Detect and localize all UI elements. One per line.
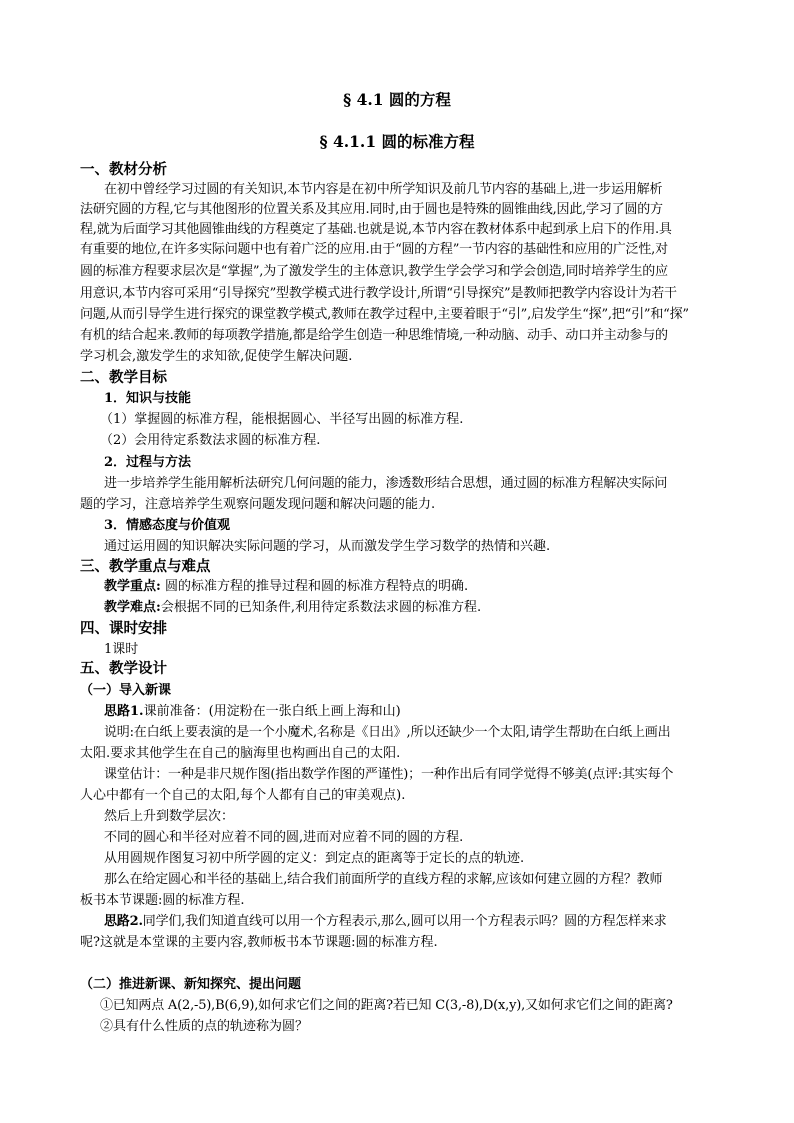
paragraph-line: 说明:在白纸上要表演的是一个小魔术,名称是《日出》,所以还缺少一个太阳,请学生帮助在白纸上画出: [104, 725, 671, 740]
paragraph-line: 然后上升到数学层次：: [104, 809, 235, 824]
paragraph-line: 有机的结合起来.教师的每项教学措施,都是给学生创造一种思维情境,一种动脑、动手、动口并主动参与的: [80, 328, 668, 343]
idea1-label: 思路1.: [104, 704, 144, 719]
subheading-knowledge: 1．知识与技能: [104, 391, 192, 406]
paragraph-line: 人心中都有一个自己的太阳,每个人都有自己的审美观点).: [80, 788, 406, 803]
paragraph-line: （1）掌握圆的标准方程，能根据圆心、半径写出圆的标准方程.: [100, 412, 464, 427]
key-point-text: 圆的标准方程的推导过程和圆的标准方程特点的明确.: [160, 579, 469, 594]
paragraph-line: 那么在给定圆心和半径的基础上,结合我们前面所学的直线方程的求解,应该如何建立圆的方程？教师: [104, 872, 663, 887]
paragraph-line: 程,就为后面学习其他圆锥曲线的方程奠定了基础.也就是说,本节内容在教材体系中起到承上启下的作用.具: [80, 222, 672, 237]
section-heading-analysis: 一、教材分析: [80, 161, 167, 178]
paragraph-line: 课堂估计：一种是非尺规作图(指出数学作图的严谨性)；一种作出后有同学觉得不够美(点评:其实每个: [104, 767, 674, 782]
idea1-text: 课前准备：(用淀粉在一张白纸上画上海和山): [143, 704, 401, 719]
section-heading-schedule: 四、课时安排: [80, 620, 167, 637]
paragraph-line: 圆的标准方程要求层次是“掌握”,为了激发学生的主体意识,教学生学会学习和学会创造,同时培养学生的应: [80, 264, 668, 279]
paragraph-line: 呢?这就是本堂课的主要内容,教师板书本节课题:圆的标准方程.: [80, 935, 438, 950]
key-point-label: 教学重点:: [104, 579, 161, 594]
paragraph-line: 问题,从而引导学生进行探究的课堂教学模式,教师在教学过程中,主要着眼于“引”,启发学生“探”,把“引”和“探”: [80, 307, 689, 322]
difficulty-label: 教学难点:: [104, 600, 161, 615]
section-heading-objectives: 二、教学目标: [80, 369, 167, 386]
paragraph-line: （2）会用待定系数法求圆的标准方程.: [100, 433, 321, 448]
subheading-process: 2．过程与方法: [104, 455, 192, 470]
paragraph-line: 太阳.要求其他学生在自己的脑海里也构画出自己的太阳.: [80, 746, 401, 761]
idea2-text: 同学们,我们知道直线可以用一个方程表示,那么,圆可以用一个方程表示吗？圆的方程怎样来求: [142, 914, 667, 929]
question-line: ①已知两点 A(2,-5),B(6,9),如何求它们之间的距离?若已知 C(3,-8),D(x,y),又如何求它们之间的距离?: [100, 998, 673, 1013]
page-title: § 4.1 圆的方程: [343, 90, 451, 109]
idea2-label: 思路2.: [104, 914, 143, 929]
idea1-line: [104, 702, 744, 722]
paragraph-line: 在初中曾经学习过圆的有关知识,本节内容是在初中所学知识及前几节内容的基础上,进一步运用解析: [104, 182, 663, 197]
paragraph-line: 通过运用圆的知识解决实际问题的学习，从而激发学生学习数学的热情和兴趣.: [104, 539, 551, 554]
paragraph-line: 进一步培养学生能用解析法研究几何问题的能力，渗透数形结合思想，通过圆的标准方程解决实际问: [104, 476, 668, 491]
part-heading-intro: （一）导入新课: [80, 683, 172, 698]
schedule-text: 1课时: [104, 642, 139, 657]
paragraph-line: 法研究圆的方程,它与其他图形的位置关系及其应用.同时,由于圆也是特殊的圆锥曲线,因此,学习了圆的方: [80, 202, 663, 217]
paragraph-line: 学习机会,激发学生的求知欲,促使学生解决问题.: [80, 349, 353, 364]
section-heading-design: 五、教学设计: [80, 660, 167, 677]
subheading-attitude: 3．情感态度与价值观: [104, 518, 231, 533]
paragraph-line: 题的学习，注意培养学生观察问题发现问题和解决问题的能力.: [80, 497, 436, 512]
key-point-line: [104, 577, 744, 597]
page-subtitle: § 4.1.1 圆的标准方程: [319, 132, 475, 151]
paragraph-line: 板书本节课题:圆的标准方程.: [80, 893, 245, 908]
difficulty-text: 会根据不同的已知条件,利用待定系数法求圆的标准方程.: [160, 600, 482, 615]
section-heading-key-points: 三、教学重点与难点: [80, 558, 211, 575]
difficulty-line: [104, 598, 744, 618]
paragraph-line: 有重要的地位,在许多实际问题中也有着广泛的应用.由于“圆的方程”一节内容的基础性和应用的广泛性,对: [80, 242, 668, 257]
question-line: ②具有什么性质的点的轨迹称为圆？: [100, 1019, 309, 1034]
paragraph-line: 不同的圆心和半径对应着不同的圆,进而对应着不同的圆的方程.: [104, 830, 464, 845]
idea2-line: [104, 912, 744, 932]
part-heading-new-lesson: （二）推进新课、新知探究、提出问题: [80, 977, 302, 992]
paragraph-line: 用意识,本节内容可采用“引导探究”型教学模式进行教学设计,所谓“引导探究”是教师把教学内容设计为若干: [80, 286, 677, 301]
paragraph-line: 从用圆规作图复习初中所学圆的定义：到定点的距离等于定长的点的轨迹.: [104, 851, 525, 866]
